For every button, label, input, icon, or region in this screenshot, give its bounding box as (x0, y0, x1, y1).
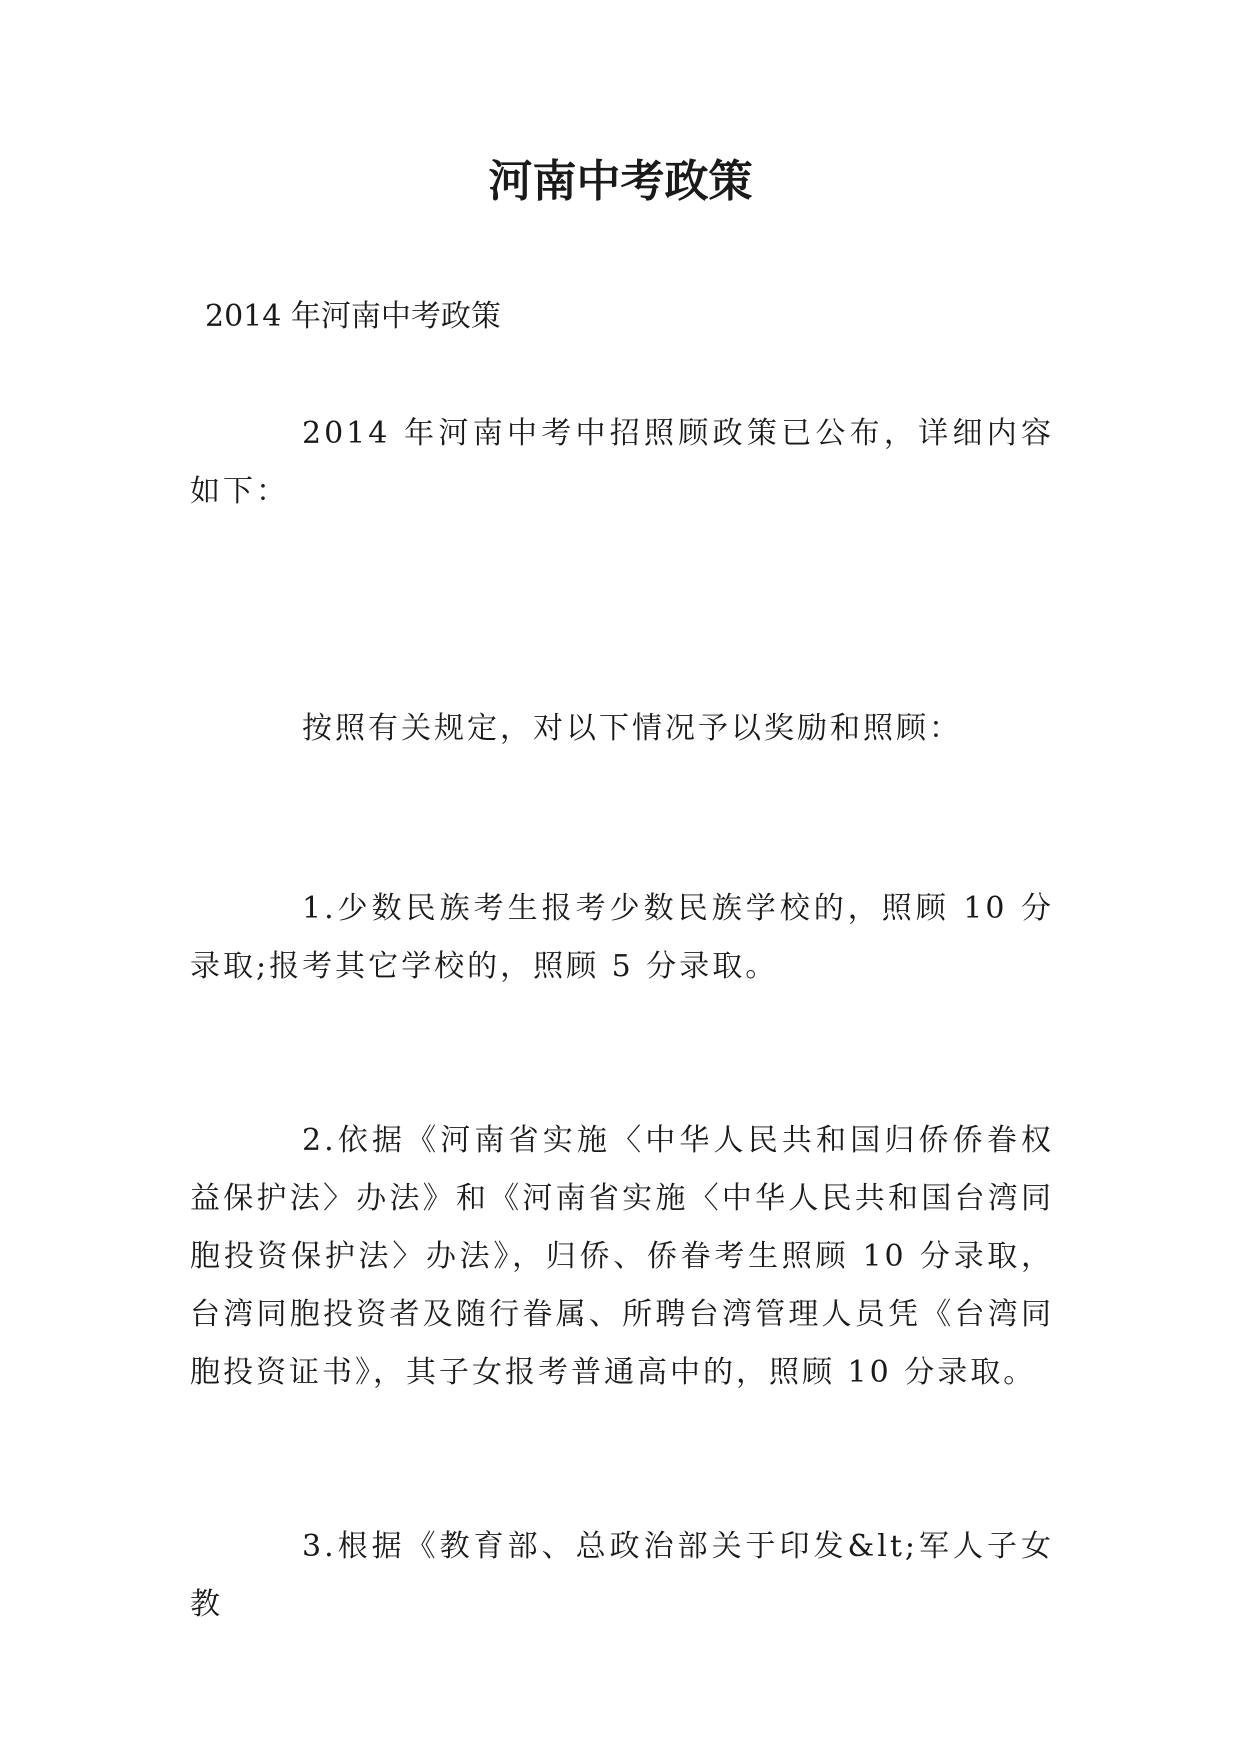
paragraph-item-2: 2.依据《河南省实施〈中华人民共和国归侨侨眷权益保护法〉办法》和《河南省实施〈中华人民共和国台湾同胞投资保护法〉办法》，归侨、侨眷考生照顾 10 分录取，台湾同胞投资者及随行眷属、所聘台湾管理人员凭《台湾同胞投资证书》，其子女报考普通高中的，照顾 10 分录取。 (190, 1123, 1054, 1390)
paragraph-item-1: 1.少数民族考生报考少数民族学校的，照顾 10 分录取;报考其它学校的，照顾 5 分录取。 (190, 891, 1054, 984)
paragraph-rules: 按照有关规定，对以下情况予以奖励和照顾： (302, 711, 962, 746)
page-title: 河南中考政策 (488, 156, 753, 207)
paragraph-item-3: 3.根据《教育部、总政治部关于印发&lt;军人子女教 (190, 1529, 1054, 1622)
document-subtitle: 2014 年河南中考政策 (205, 299, 501, 334)
paragraph-intro: 2014 年河南中考中招照顾政策已公布，详细内容如下： (190, 416, 1054, 509)
